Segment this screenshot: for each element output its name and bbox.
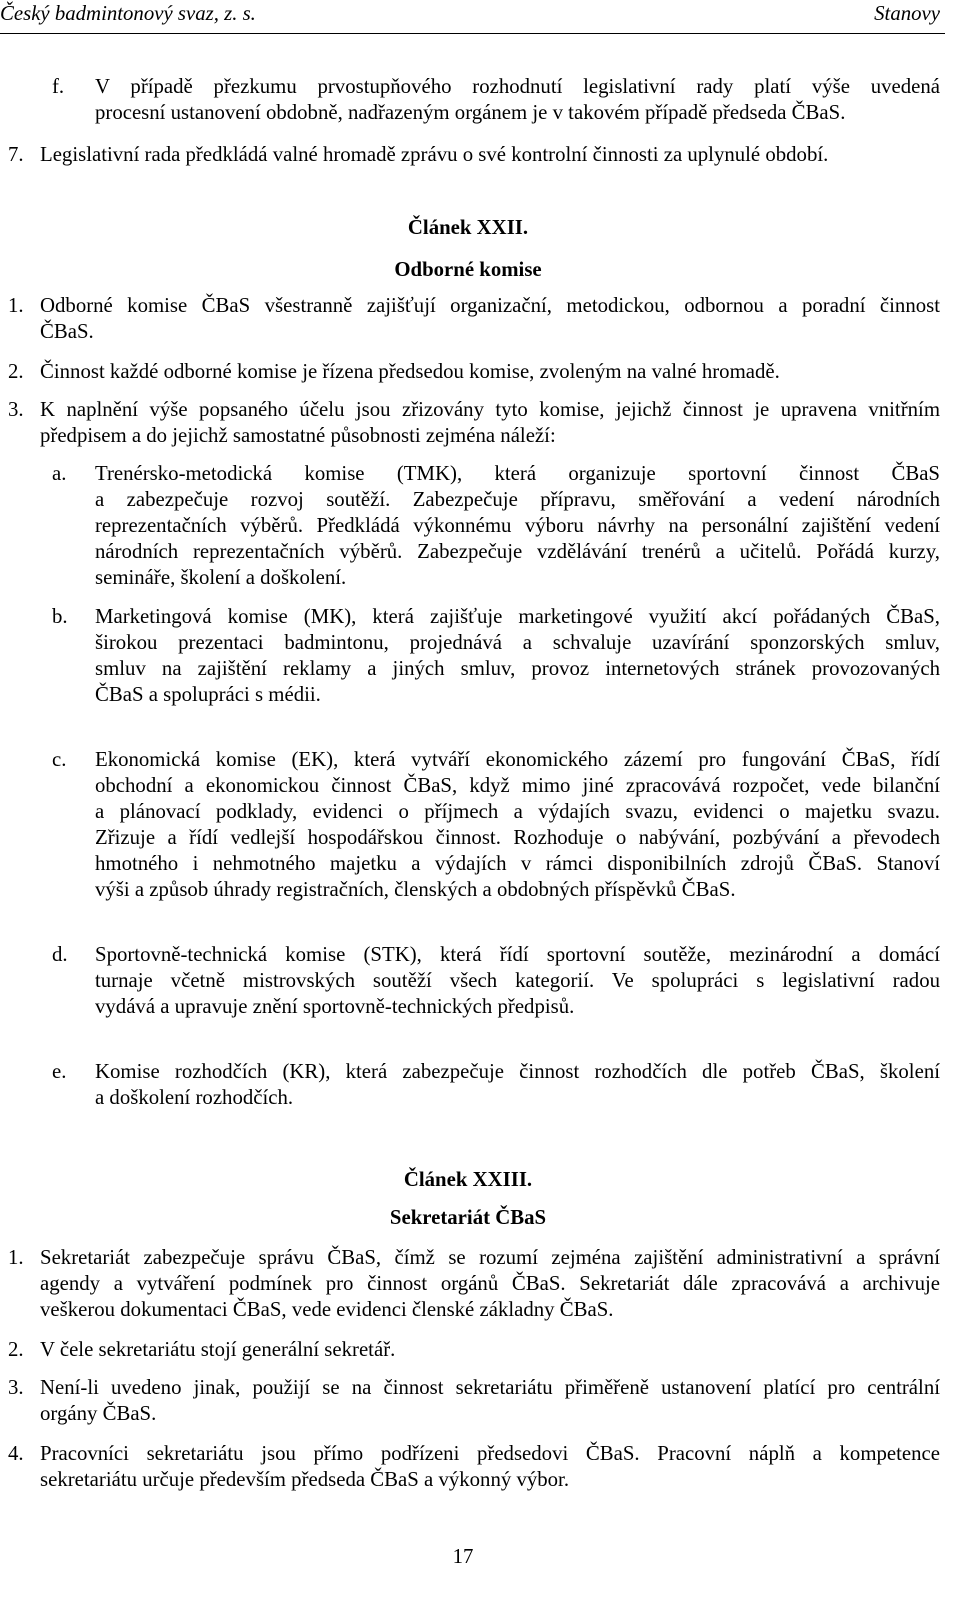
item-marker: 3. xyxy=(8,1376,24,1399)
text-line: turnaje včetně mistrovských soutěží všech kategorií. Ve spolupráci s legislativní radou xyxy=(95,969,940,993)
item-marker: 3. xyxy=(8,398,24,421)
text-line: a zabezpečuje rozvoj soutěží. Zabezpečuje přípravu, směřování a vedení národních xyxy=(95,488,940,512)
text-line: Sekretariát zabezpečuje správu ČBaS, čímž se rozumí zejména zajištění administrativní a správní xyxy=(40,1246,940,1269)
text-line: orgány ČBaS. xyxy=(40,1402,157,1426)
item-text xyxy=(40,1337,940,1363)
text-line: V čele sekretariátu stojí generální sekretář. xyxy=(40,1338,396,1361)
item-text xyxy=(40,142,940,168)
text-line: Marketingová komise (MK), která zajišťuje marketingové využití akcí pořádaných ČBaS, xyxy=(95,605,940,628)
item-marker: d. xyxy=(52,943,68,966)
text-line: smluv na zajištění reklamy a jiných smluv, provoz internetových stránek provozovaných xyxy=(95,657,940,681)
item-text xyxy=(40,397,940,449)
text-line: vydává a upravuje znění sportovně-technických předpisů. xyxy=(95,995,575,1019)
text-line: a doškolení rozhodčích. xyxy=(95,1086,294,1110)
item-marker: 1. xyxy=(8,294,24,317)
text-line: agendy a vytváření podmínek pro činnost orgánů ČBaS. Sekretariát dále zpracovává a archivuje xyxy=(40,1272,940,1296)
text-line: předpisem a do jejichž samostatné působnosti zejména náleží: xyxy=(40,424,556,448)
text-line: obchodní a ekonomickou činnost ČBaS, když mimo jiné zpracovává rozpočet, vede bilanční xyxy=(95,774,940,798)
text-line: výši a způsob úhrady registračních, členských a obdobných příspěvků ČBaS. xyxy=(95,878,736,902)
text-line: Ekonomická komise (EK), která vytváří ekonomického zázemí pro fungování ČBaS, řídí xyxy=(95,748,940,771)
article-title: Článek XXIII. xyxy=(403,1168,533,1191)
item-text xyxy=(40,1441,940,1493)
item-text xyxy=(95,747,940,904)
article-title: Článek XXII. xyxy=(407,216,529,239)
item-text xyxy=(95,1059,940,1111)
item-marker: 7. xyxy=(8,143,24,166)
item-text xyxy=(40,293,940,345)
text-line: Zřizuje a řídí vedlejší hospodářskou činnost. Rozhoduje o nabývání, pozbývání a převodech xyxy=(95,826,940,850)
article-subtitle: Odborné komise xyxy=(394,258,542,281)
text-line: širokou prezentaci badmintonu, projednává a schvaluje uzavírání sponzorských smluv, xyxy=(95,631,940,655)
text-line: Legislativní rada předkládá valné hromadě zprávu o své kontrolní činnosti za uplynulé období. xyxy=(40,143,829,166)
article-subtitle: Sekretariát ČBaS xyxy=(389,1206,547,1229)
item-marker: 1. xyxy=(8,1246,24,1269)
item-marker: c. xyxy=(52,748,67,771)
text-line: národních reprezentačních výběrů. Zabezpečuje vzdělávání trenérů a učitelů. Pořádá kurzy, xyxy=(95,540,940,564)
text-line: Sportovně-technická komise (STK), která řídí sportovní soutěže, mezinárodní a domácí xyxy=(95,943,940,966)
item-marker: b. xyxy=(52,605,68,628)
text-line: Trenérsko-metodická komise (TMK), která organizuje sportovní činnost ČBaS xyxy=(95,462,940,485)
text-line: procesní ustanovení obdobně, nadřazeným orgánem je v takovém případě předseda ČBaS. xyxy=(95,101,846,125)
text-line: sekretariátu určuje především předseda ČBaS a výkonný výbor. xyxy=(40,1468,570,1492)
item-text xyxy=(40,1245,940,1323)
item-text xyxy=(40,359,940,385)
item-marker: f. xyxy=(52,75,65,98)
item-text xyxy=(95,461,940,591)
text-line: Činnost každé odborné komise je řízena předsedou komise, zvoleným na valné hromadě. xyxy=(40,360,780,383)
item-marker: 2. xyxy=(8,360,24,383)
item-marker: e. xyxy=(52,1060,67,1083)
header-document-title: Stanovy xyxy=(874,2,940,25)
text-line: V případě přezkumu prvostupňového rozhodnutí legislativní rady platí výše uvedená xyxy=(95,75,940,98)
header-organization: Český badmintonový svaz, z. s. xyxy=(0,2,256,25)
text-line: hmotného i nehmotného majetku a výdajích v rámci disponibilních zdrojů ČBaS. Stanoví xyxy=(95,852,940,876)
text-line: ČBaS a spolupráci s médii. xyxy=(95,683,321,707)
text-line: Pracovníci sekretariátu jsou přímo podřízeni předsedovi ČBaS. Pracovní náplň a kompetence xyxy=(40,1442,940,1465)
text-line: a plánovací podklady, evidenci o příjmech a výdajích svazu, evidenci o majetku svazu. xyxy=(95,800,940,824)
text-line: K naplnění výše popsaného účelu jsou zřizovány tyto komise, jejichž činnost je upravena vnitřním xyxy=(40,398,940,421)
text-line: Odborné komise ČBaS všestranně zajišťují organizační, metodickou, odbornou a poradní činnost xyxy=(40,294,940,317)
text-line: Komise rozhodčích (KR), která zabezpečuje činnost rozhodčích dle potřeb ČBaS, školení xyxy=(95,1060,940,1083)
item-text xyxy=(40,1375,940,1427)
page-number: 17 xyxy=(452,1545,474,1568)
text-line: Není-li uvedeno jinak, použijí se na činnost sekretariátu přiměřeně ustanovení platící pro centrální xyxy=(40,1376,940,1399)
header-divider xyxy=(0,33,945,34)
text-line: veškerou dokumentaci ČBaS, vede evidenci členské základny ČBaS. xyxy=(40,1298,614,1322)
item-marker: 4. xyxy=(8,1442,24,1465)
item-marker: 2. xyxy=(8,1338,24,1361)
item-text xyxy=(95,942,940,1020)
text-line: semináře, školení a doškolení. xyxy=(95,566,347,590)
text-line: ČBaS. xyxy=(40,320,94,344)
text-line: reprezentačních výběrů. Předkládá výkonnému výboru návrhy na personální zajištění vedení xyxy=(95,514,940,538)
item-text xyxy=(95,74,940,126)
item-marker: a. xyxy=(52,462,67,485)
item-text xyxy=(95,604,940,708)
